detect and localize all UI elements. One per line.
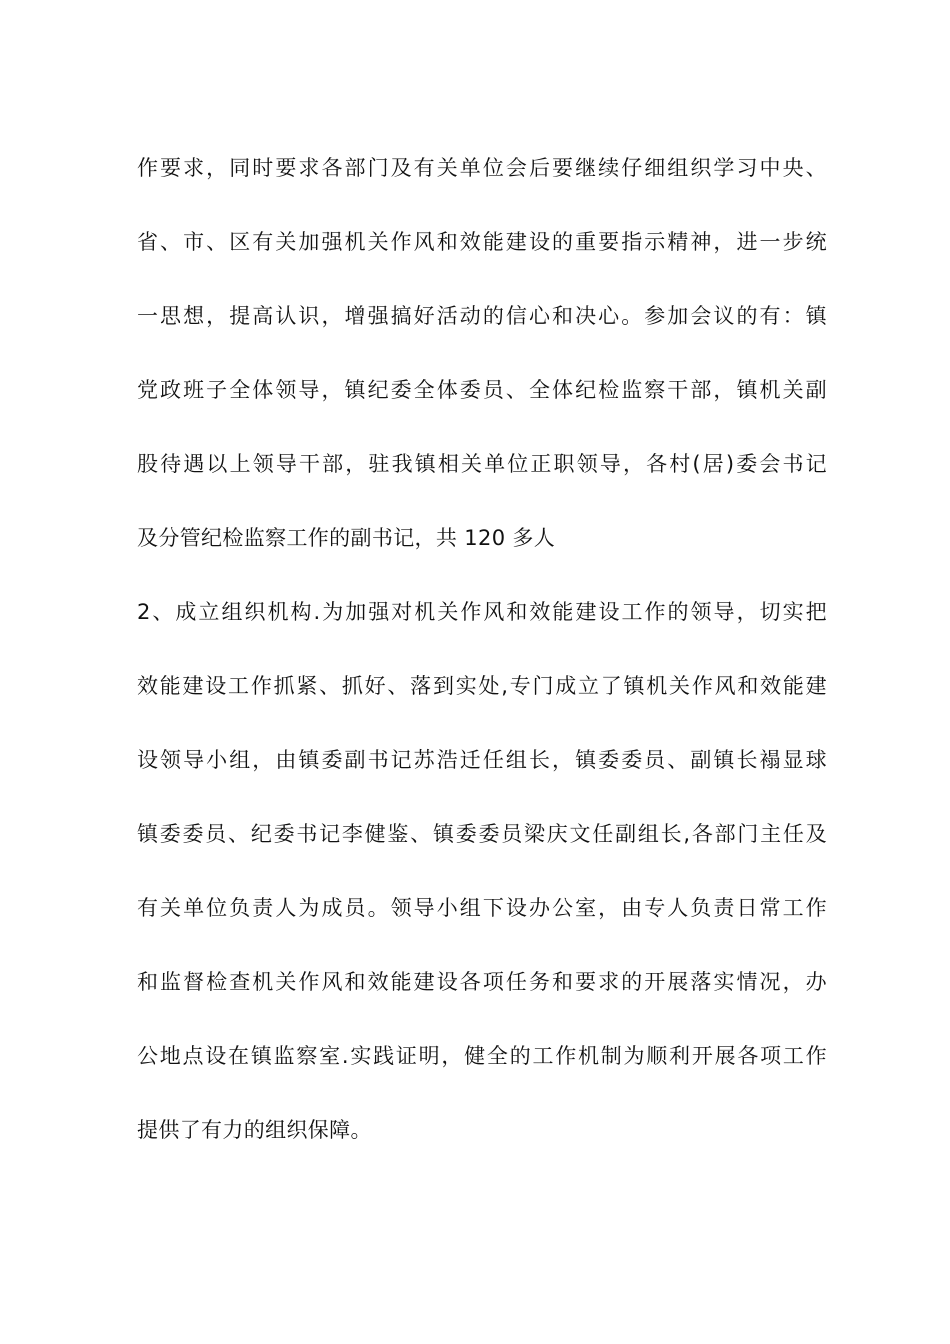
text-line-14: 提供了有力的组织保障。: [137, 1118, 372, 1142]
text-line-9: 设领导小组，由镇委副书记苏浩迁任组长，镇委委员、副镇长褟显球: [137, 748, 827, 772]
text-line-7: 2、成立组织机构.为加强对机关作风和效能建设工作的领导，切实把: [137, 600, 827, 624]
text-line-3: 一思想，提高认识，增强搞好活动的信心和决心。参加会议的有：镇: [137, 304, 827, 328]
text-line-6: 及分管纪检监察工作的副书记，共 120 多人: [137, 526, 556, 550]
text-line-1: 作要求，同时要求各部门及有关单位会后要继续仔细组织学习中央、: [137, 156, 827, 180]
body-text: [137, 141, 827, 1177]
text-line-5: 股待遇以上领导干部，驻我镇相关单位正职领导，各村(居)委会书记: [137, 452, 827, 476]
text-line-13: 公地点设在镇监察室.实践证明，健全的工作机制为顺利开展各项工作: [137, 1044, 827, 1068]
text-line-4: 党政班子全体领导，镇纪委全体委员、全体纪检监察干部，镇机关副: [137, 378, 827, 402]
text-line-11: 有关单位负责人为成员。领导小组下设办公室，由专人负责日常工作: [137, 896, 827, 920]
text-line-2: 省、市、区有关加强机关作风和效能建设的重要指示精神，进一步统: [137, 230, 827, 254]
text-line-10: 镇委委员、纪委书记李健鉴、镇委委员梁庆文任副组长,各部门主任及: [137, 822, 827, 846]
text-line-8: 效能建设工作抓紧、抓好、落到实处,专门成立了镇机关作风和效能建: [137, 674, 827, 698]
text-line-12: 和监督检查机关作风和效能建设各项任务和要求的开展落实情况，办: [137, 970, 827, 994]
